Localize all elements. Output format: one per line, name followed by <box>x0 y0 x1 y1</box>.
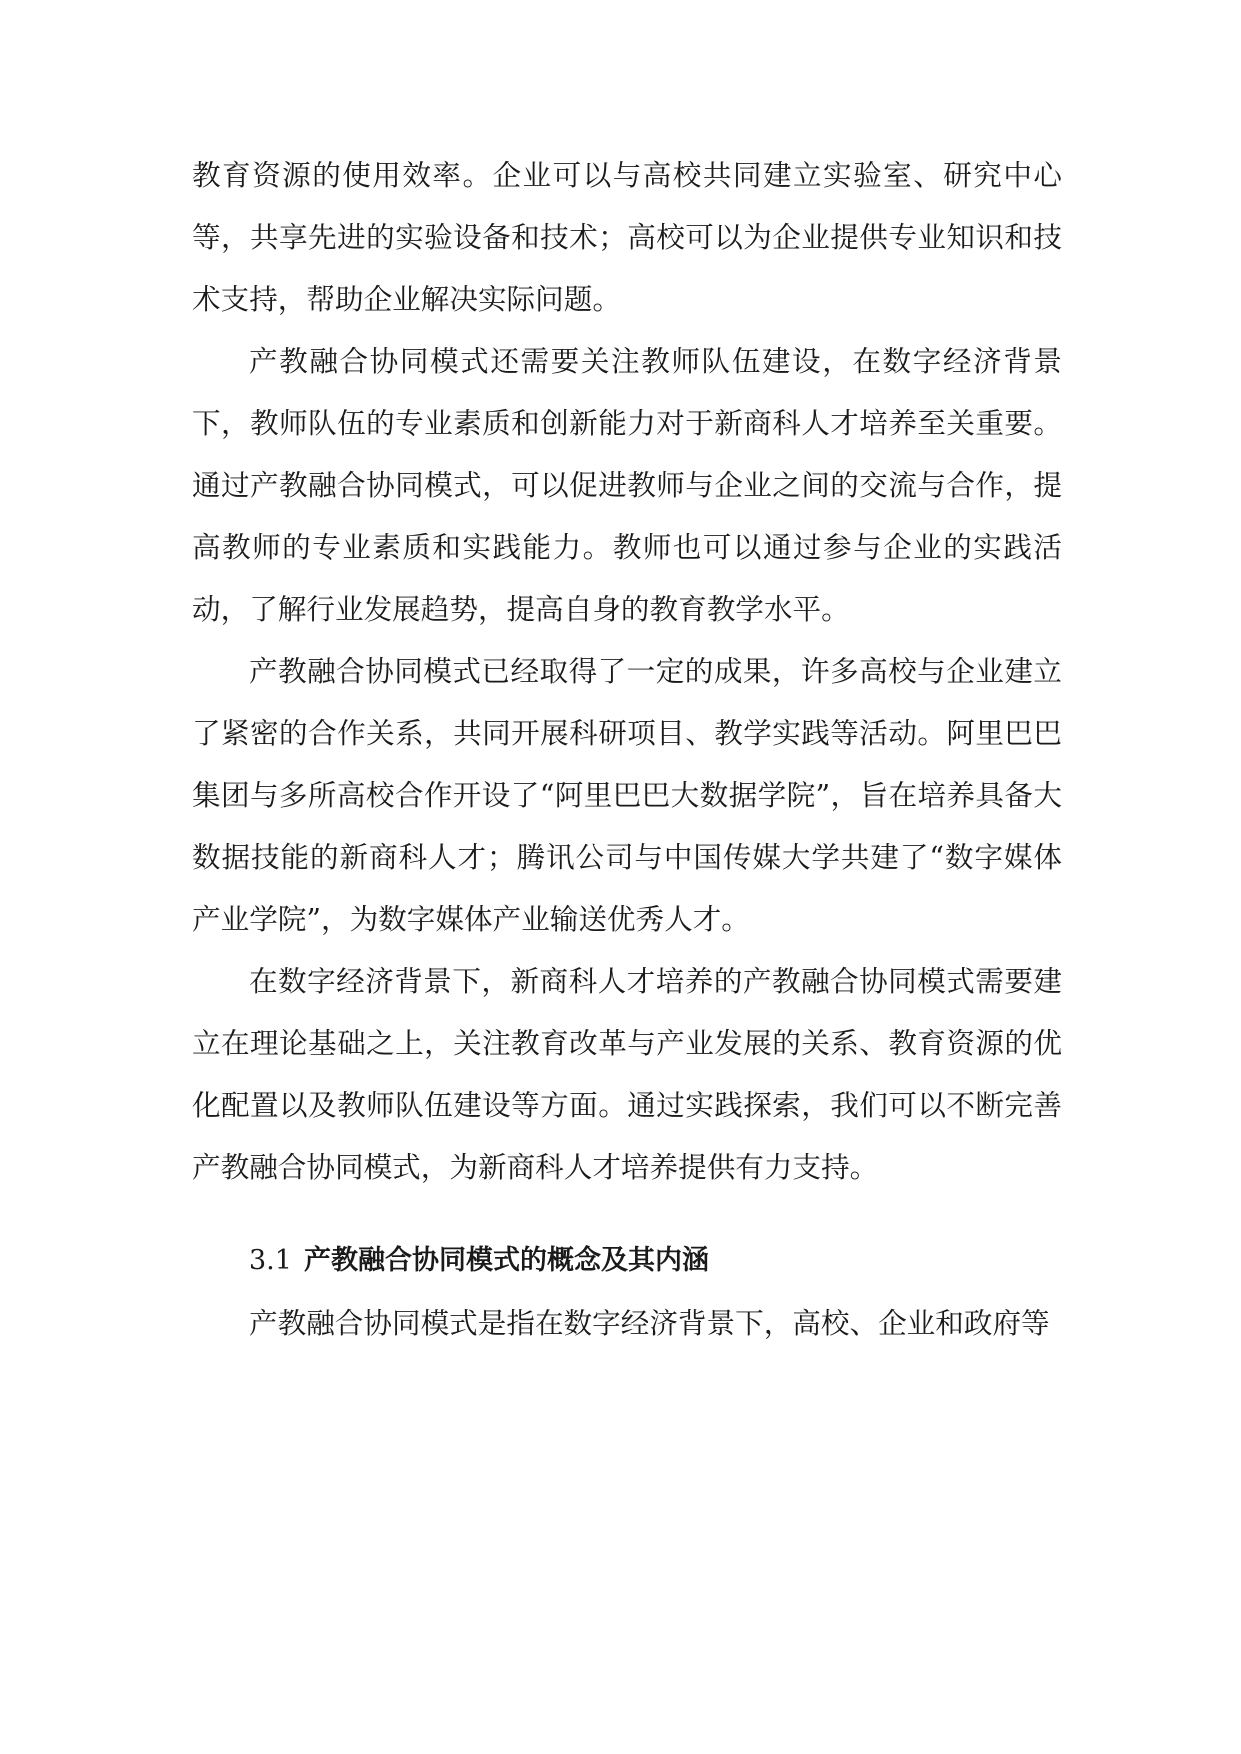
paragraph-teacher-team: 产教融合协同模式还需要关注教师队伍建设，在数字经济背景下，教师队伍的专业素质和创新能力对于新商科人才培养至关重要。通过产教融合协同模式，可以促进教师与企业之间的交流与合作，提高教师的专业素质和实践能力。教师也可以通过参与企业的实践活动，了解行业发展趋势，提高自身的教育教学水平。 <box>192 344 1062 626</box>
paragraph-summary: 在数字经济背景下，新商科人才培养的产教融合协同模式需要建立在理论基础之上，关注教育改革与产业发展的关系、教育资源的优化配置以及教师队伍建设等方面。通过实践探索，我们可以不断完善产教融合协同模式，为新商科人才培养提供有力支持。 <box>192 964 1062 1184</box>
section-title: 产教融合协同模式的概念及其内涵 <box>303 1245 709 1276</box>
paragraph-achievements: 产教融合协同模式已经取得了一定的成果，许多高校与企业建立了紧密的合作关系，共同开展科研项目、教学实践等活动。阿里巴巴集团与多所高校合作开设了“阿里巴巴大数据学院”，旨在培养具备大数据技能的新商科人才；腾讯公司与中国传媒大学共建了“数字媒体产业学院”，为数字媒体产业输送优秀人才。 <box>192 654 1062 936</box>
section-number: 3.1 <box>249 1245 292 1276</box>
paragraph-continuation: 教育资源的使用效率。企业可以与高校共同建立实验室、研究中心等，共享先进的实验设备和技术；高校可以为企业提供专业知识和技术支持，帮助企业解决实际问题。 <box>192 158 1062 316</box>
section-heading <box>192 1230 1062 1292</box>
document-body <box>192 144 1062 1354</box>
paragraph-definition: 产教融合协同模式是指在数字经济背景下，高校、企业和政府等 <box>249 1306 1050 1340</box>
